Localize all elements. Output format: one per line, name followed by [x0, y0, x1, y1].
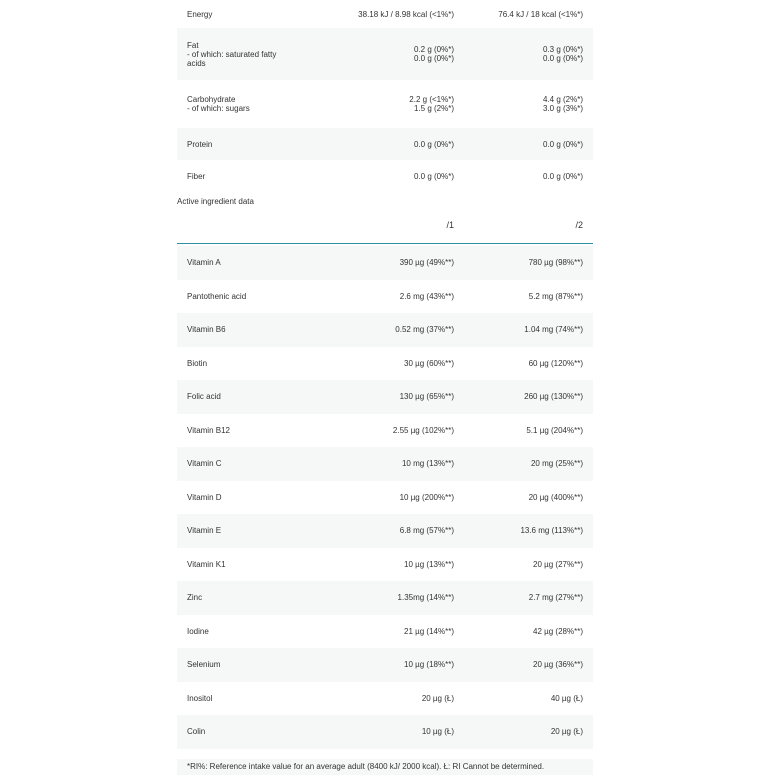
nutrient-value-1: 38.18 kJ / 8.98 kcal (<1%*) — [358, 9, 454, 19]
ingredient-value-1: 130 µg (65%**) — [399, 392, 454, 402]
ingredient-name: Vitamin B6 — [187, 325, 226, 335]
table-row — [177, 380, 593, 414]
nutrient-name: Protein — [187, 139, 213, 149]
table-row — [177, 581, 593, 615]
table-row — [177, 615, 593, 649]
nutrient-value-1: 0.2 g (0%*) 0.0 g (0%*) — [413, 45, 454, 63]
ingredient-value-2: 40 µg (Ł) — [550, 693, 583, 703]
active-ingredient-title: Active ingredient data — [177, 197, 254, 206]
ingredient-value-2: 20 µg (Ł) — [550, 727, 583, 737]
table-row — [177, 280, 593, 314]
column-header-2: /2 — [575, 219, 583, 230]
ingredient-name: Biotin — [187, 358, 208, 368]
ingredient-value-1: 10 µg (200%**) — [399, 492, 454, 502]
ingredient-value-2: 5.2 mg (87%**) — [528, 291, 583, 301]
ingredient-value-1: 6.8 mg (57%**) — [399, 526, 454, 536]
nutrient-name: Carbohydrate - of which: sugars — [187, 95, 250, 113]
ingredient-value-1: 10 µg (Ł) — [421, 727, 454, 737]
ingredient-value-2: 20 µg (36%**) — [533, 660, 583, 670]
nutrient-value-1: 0.0 g (0%*) — [413, 139, 454, 149]
ingredient-value-2: 260 µg (130%**) — [524, 392, 583, 402]
table-row — [177, 514, 593, 548]
nutrient-name: Fat - of which: saturated fatty acids — [187, 40, 277, 68]
ingredient-value-2: 780 µg (98%**) — [528, 258, 583, 268]
ingredient-value-1: 2.6 mg (43%**) — [399, 291, 454, 301]
ingredient-name: Vitamin B12 — [187, 425, 230, 435]
ingredient-value-2: 1.04 mg (74%**) — [524, 325, 583, 335]
ingredient-value-1: 21 µg (14%**) — [404, 626, 454, 636]
ingredient-name: Folic acid — [187, 392, 221, 402]
ingredient-value-1: 10 µg (13%**) — [404, 559, 454, 569]
ingredient-name: Zinc — [187, 593, 203, 603]
nutrition-row-fat — [177, 28, 593, 80]
ingredient-name: Selenium — [187, 660, 221, 670]
ingredient-value-2: 20 µg (27%**) — [533, 559, 583, 569]
ingredient-value-1: 390 µg (49%**) — [399, 258, 454, 268]
table-row — [177, 313, 593, 347]
nutrient-value-2: 0.0 g (0%*) — [542, 171, 583, 181]
ingredient-value-1: 0.52 mg (37%**) — [395, 325, 454, 335]
nutrient-name: Fiber — [187, 171, 206, 181]
active-rows — [177, 246, 593, 749]
ingredient-value-2: 5.1 µg (204%**) — [526, 425, 583, 435]
ingredient-value-2: 2.7 mg (27%**) — [528, 593, 583, 603]
nutrient-value-1: 0.0 g (0%*) — [413, 171, 454, 181]
ingredient-name: Vitamin E — [187, 526, 222, 536]
table-row — [177, 648, 593, 682]
nutrient-value-2: 76.4 kJ / 18 kcal (<1%*) — [498, 9, 583, 19]
nutrient-value-1: 2.2 g (<1%*) 1.5 g (2%*) — [409, 95, 454, 113]
ingredient-name: Inositol — [187, 693, 213, 703]
nutrition-table-container — [177, 0, 593, 771]
ingredient-name: Pantothenic acid — [187, 291, 247, 301]
nutrient-value-2: 0.3 g (0%*) 0.0 g (0%*) — [542, 45, 583, 63]
ingredient-value-1: 1.35mg (14%**) — [397, 593, 454, 603]
table-row — [177, 447, 593, 481]
nutrition-row-energy — [177, 0, 593, 28]
ingredient-value-1: 2.55 µg (102%**) — [392, 425, 454, 435]
ingredient-name: Vitamin K1 — [187, 559, 226, 569]
ingredient-value-1: 10 µg (18%**) — [404, 660, 454, 670]
table-row — [177, 548, 593, 582]
nutrient-value-2: 4.4 g (2%*) 3.0 g (3%*) — [542, 95, 583, 113]
active-table-header — [177, 206, 593, 244]
ingredient-value-2: 60 µg (120%**) — [528, 358, 583, 368]
column-header-1: /1 — [446, 219, 454, 230]
ingredient-name: Vitamin A — [187, 258, 221, 268]
nutrient-value-2: 0.0 g (0%*) — [542, 139, 583, 149]
table-row — [177, 246, 593, 280]
table-row — [177, 347, 593, 381]
nutrition-row-protein — [177, 128, 593, 160]
ingredient-value-1: 20 µg (Ł) — [421, 693, 454, 703]
nutrition-row-carbohydrate — [177, 80, 593, 128]
nutrient-name: Energy — [187, 9, 213, 19]
ingredient-name: Colin — [187, 727, 206, 737]
ingredient-value-2: 13.6 mg (113%**) — [520, 526, 583, 536]
ingredient-value-2: 20 mg (25%**) — [530, 459, 583, 469]
ingredient-value-2: 42 µg (28%**) — [533, 626, 583, 636]
ingredient-name: Iodine — [187, 626, 209, 636]
table-row — [177, 715, 593, 749]
ingredient-value-1: 10 mg (13%**) — [401, 459, 454, 469]
table-row — [177, 682, 593, 716]
footnote: *RI%: Reference intake value for an average adult (8400 kJ/ 2000 kcal). Ł: RI Cannot be determined. — [177, 759, 593, 775]
ingredient-name: Vitamin C — [187, 459, 222, 469]
nutrition-row-fiber — [177, 160, 593, 192]
table-row — [177, 481, 593, 515]
ingredient-value-2: 20 µg (400%**) — [528, 492, 583, 502]
table-row — [177, 414, 593, 448]
ingredient-name: Vitamin D — [187, 492, 222, 502]
ingredient-value-1: 30 µg (60%**) — [404, 358, 454, 368]
